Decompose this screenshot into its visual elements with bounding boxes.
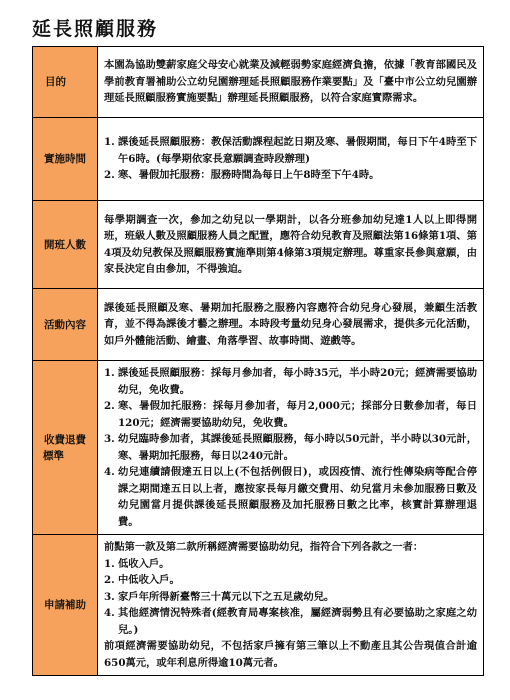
list-item — [104, 167, 477, 184]
row-label-text: 開班人數 — [44, 238, 86, 251]
paragraph: 前項經濟需要協助幼兒，不包括家戶擁有第三筆以上不動產且其公告現值合計逾650萬元，或年利息所得逾10萬元者。 — [104, 640, 477, 669]
list-item — [104, 589, 477, 606]
table-row — [33, 118, 484, 201]
item-number: 1. — [104, 136, 115, 149]
row-label-purpose — [33, 47, 98, 118]
row-label-schedule — [33, 118, 98, 201]
list-item — [104, 431, 477, 464]
table-row — [33, 361, 484, 535]
row-content-activities — [98, 289, 484, 361]
list-item — [104, 398, 477, 431]
paragraph: 前點第一款及第二款所稱經濟需要協助幼兒，指符合下列各款之一者： — [104, 541, 424, 553]
row-label-enrollment — [33, 201, 98, 289]
item-text: 中低收入戶。 — [118, 574, 180, 586]
row-label-text: 申請補助 — [44, 599, 86, 611]
table-row — [33, 201, 484, 289]
row-content-purpose — [98, 47, 484, 118]
list-item — [104, 134, 477, 167]
row-label-fees — [33, 361, 98, 535]
item-text: 其他經濟情況特殊者(經教育局專案核准，屬經濟弱勢且有必要協助之家庭之幼兒。) — [118, 607, 477, 636]
row-content-schedule — [98, 118, 484, 201]
item-text: 幼兒臨時參加者，其課後延長照顧服務，每小時以50元計，半小時以30元計，寒、暑期加托服務，每日以240元計。 — [118, 433, 477, 462]
item-number: 3. — [104, 590, 115, 603]
row-label-text: 實施時間 — [44, 153, 86, 165]
table-row — [33, 47, 484, 118]
row-label-text-line2: 標準 — [43, 449, 64, 462]
item-number: 1. — [104, 367, 115, 379]
row-label-text: 目的 — [45, 76, 66, 88]
row-label-subsidy — [33, 535, 98, 676]
item-text: 寒、暑假加托服務：服務時間為每日上午8時至下午4時。 — [118, 169, 380, 182]
item-number: 2. — [104, 169, 115, 182]
item-number: 2. — [104, 400, 115, 412]
row-label-text: 收費退費 — [44, 433, 86, 446]
row-content-enrollment — [98, 201, 484, 289]
item-text: 課後延長照顧服務：教保活動課程起訖日期及寒、暑假期間，每日下午4時至下午6時。(每學期依家長意願調查時段辦理) — [118, 136, 477, 165]
paragraph: 本園為協助雙薪家庭父母安心就業及減輕弱勢家庭經濟負擔，依據「教育部國民及學前教育署補助公立幼兒園辦理延長照顧服務作業要點」及「臺中市公立幼兒園辦理延長照顧服務實施要點」辦理延長照顧服務，以符合家庭實際需求。 — [104, 59, 477, 105]
item-number: 4. — [104, 607, 115, 619]
item-text: 家戶年所得新臺幣三十萬元以下之五足歲幼兒。 — [118, 590, 335, 603]
item-number: 1. — [104, 557, 115, 570]
item-text: 寒、暑假加托服務：採每月參加者，每月2,000元；採部分日數參加者，每日120元；經濟需要協助幼兒，免收費。 — [118, 400, 477, 429]
page-title: 延長照顧服務 — [32, 18, 159, 40]
row-content-fees — [98, 361, 484, 535]
row-label-text: 活動內容 — [44, 318, 86, 331]
list-item — [104, 556, 477, 573]
row-content-subsidy — [98, 535, 484, 676]
list-item — [104, 572, 477, 589]
row-label-activities — [33, 289, 98, 361]
item-number: 2. — [104, 574, 115, 586]
service-table — [32, 46, 484, 676]
item-number: 4. — [104, 466, 115, 478]
list-item — [104, 464, 477, 530]
table-row — [33, 289, 484, 361]
item-text: 幼兒連續請假達五日以上(不包括例假日)，或因疫情、流行性傳染病等配合停課之期間達五日以上者，應按家長每月繳交費用、幼兒當月未參加服務日數及幼兒園當月提供課後延長照顧服務及加托服務日數之比率，核實計算辦理退費。 — [118, 466, 477, 528]
paragraph: 課後延長照顧及寒、暑期加托服務之服務內容應符合幼兒身心發展，兼顧生活教育，並不得為課後才藝之辦理。本時段考量幼兒身心發展需求，提供多元化活動，如戶外體能活動、繪畫、角落學習、故事時間、遊戲等。 — [104, 301, 477, 347]
item-text: 低收入戶。 — [118, 557, 170, 570]
table-row — [33, 535, 484, 676]
item-number: 3. — [104, 433, 115, 445]
paragraph: 每學期調查一次，參加之幼兒以一學期計，以各分班參加幼兒達1人以上即得開班，班級人數及照顧服務人員之配置，應符合幼兒教育及照顧法第16條第1項、第4項及幼兒教保及照顧服務實施準則第4條第3項規定辦理。尊重家長參與意願，由家長決定自由參加，不得強迫。 — [104, 213, 477, 275]
list-item — [104, 605, 477, 638]
item-text: 課後延長照顧服務：採每月參加者，每小時35元，半小時20元；經濟需要協助幼兒，免收費。 — [118, 367, 477, 396]
list-item — [104, 365, 477, 398]
